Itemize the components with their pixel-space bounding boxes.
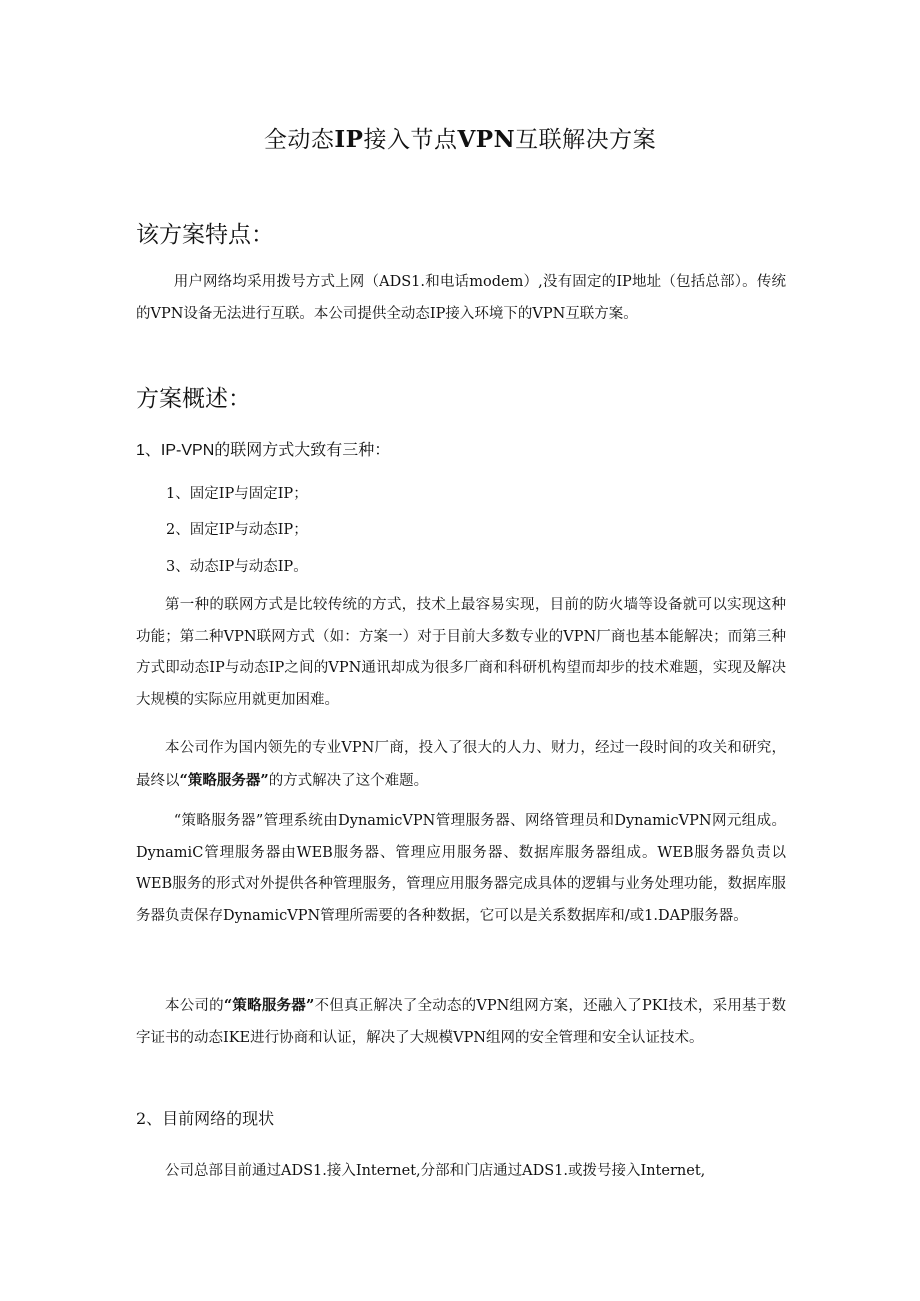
section-heading-overview: 方案概述： (136, 386, 251, 412)
paragraph-current-network: 公司总部目前通过ADS1.接入Internet,分部和门店通过ADS1.或拨号接入Internet, (165, 1163, 706, 1179)
subheading-ipvpn-modes: 1、IP-VPN的联网方式大致有三种： (136, 440, 391, 459)
paragraph-policy-server-benefits: 本公司的“策略服务器”不但真正解决了全动态的VPN组网方案，还融入了PKI技术，采用基于数字证书的动态IKE进行协商和认证，解决了大规模VPN组网的安全管理和安全认证技术。 (136, 997, 786, 1046)
list-item: 1、固定IP与固定IP； (166, 486, 308, 502)
list-item: 3、动态IP与动态IP。 (166, 559, 308, 575)
paragraph-modes-explanation: 第一种的联网方式是比较传统的方式，技术上最容易实现，目前的防火墙等设备就可以实现这种功能；第二种VPN联网方式（如：方案一）对于目前大多数专业的VPN厂商也基本能解决；而第三种方式即动态IP与动态IP之间的VPN通讯却成为很多厂商和科研机构望而却步的技术难题，实现及解决大规模的实际应用就更加困难。 (136, 597, 786, 708)
subheading-current-network: 2、目前网络的现状 (136, 1109, 275, 1128)
section-heading-features: 该方案特点： (136, 222, 274, 248)
features-paragraph: 用户网络均采用拨号方式上网（ADS1.和电话modem）,没有固定的IP地址（包括总部）。传统的VPN设备无法进行互联。本公司提供全动态IP接入环境下的VPN互联方案。 (136, 274, 786, 322)
paragraph-company-solution: 本公司作为国内领先的专业VPN厂商，投入了很大的人力、财力，经过一段时间的攻关和研究，最终以“策略服务器”的方式解决了这个难题。 (136, 740, 786, 789)
document-title: 全动态IP接入节点VPN互联解决方案 (263, 126, 657, 153)
paragraph-policy-server-system: “策略服务器”管理系统由DynamicVPN管理服务器、网络管理员和DynamicVPN网元组成。DynamiC管理服务器由WEB服务器、管理应用服务器、数据库服务器组成。WEB服务器负责以WEB服务的形式对外提供各种管理服务，管理应用服务器完成具体的逻辑与业务处理功能，数据库服务器负责保存DynamicVPN管理所需要的各种数据，它可以是关系数据库和/或1.DAP服务器。 (136, 813, 786, 924)
list-item: 2、固定IP与动态IP； (166, 522, 308, 538)
